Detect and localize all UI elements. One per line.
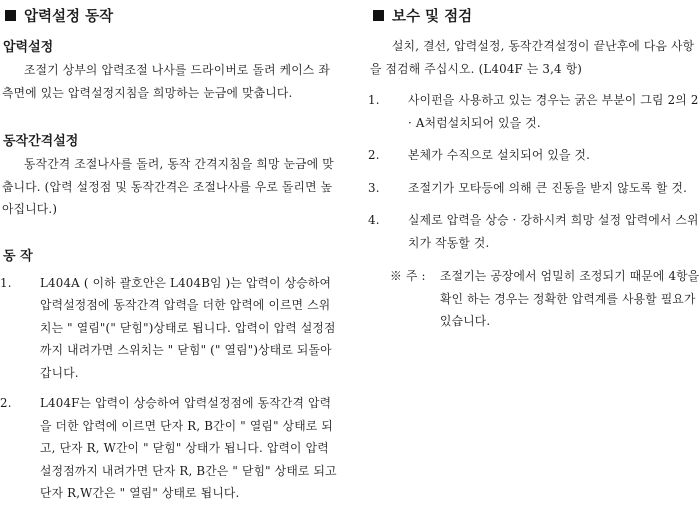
left-column [0,0,338,505]
right-column [368,0,700,333]
note-text: 조절기는 공장에서 엄밀히 조정되기 때문에 4항을 확인 하는 경우는 정확한 압력계를 사용할 필요가 있습니다. [440,269,700,328]
list-item-text: 본체가 수직으로 설치되어 있을 것. [408,148,591,162]
list-item [0,272,338,385]
section-title-text: 압력설정 동작 [24,8,114,25]
list-item-number: 2. [368,148,380,162]
maintenance-checklist [368,89,700,254]
heading-operation: 동 작 [3,248,33,264]
list-item-text: 사이펀을 사용하고 있는 경우는 굵은 부분이 그림 2의 2 · A처럼설치되어 있을 것. [408,93,699,130]
black-square-bullet-icon [5,10,16,21]
list-item-number: 1. [368,93,380,107]
section-title-maintenance [368,5,700,25]
list-item-text: L404F는 압력이 상승하여 압력설정점에 동작간격 압력을 더한 압력에 이르면 단자 R, B간이 " 열림" 상태로 되고, 단자 R, W간이 " 닫힘" 상태가 됩니다. 압력이 압력설정점까지 내려가면 단자 R, B간은 " 닫힘" 상태로 되고 단자 R,W간은 " 열림" 상태로 됩니다. [40,396,337,500]
list-item [368,177,700,200]
list-item-text: L404A ( 이하 괄호안은 L404B임 )는 압력이 상승하여 압력설정점에 동작간격 압력을 더한 압력에 이르면 스위치는 " 열림"(" 닫힘")상태로 됩니다. 압력이 압력 설정점까지 내려가면 스위치는 " 닫힘" (" 열림")상태로 되돌아갑니다. [40,275,336,380]
list-item [0,392,338,505]
differential-setting-paragraph: 동작간격 조절나사를 돌려, 동작 간격지침을 희망 눈금에 맞춥니다. (압력 설정점 및 동작간격은 조절나사를 우로 돌리면 높아집니다.) [2,157,334,216]
list-item [368,144,700,167]
heading-pressure-setting: 압력설정 [3,40,54,55]
list-item-number: 4. [368,213,380,227]
list-item-text: 실제로 압력을 상승 · 강하시켜 희망 설정 압력에서 스위치가 작동할 것. [408,213,699,250]
section-title-pressure-setting-operation [0,5,338,25]
operation-list [0,272,338,505]
list-item-number: 2. [0,396,12,410]
black-square-bullet-icon [373,10,384,21]
list-item [368,209,700,254]
list-item-number: 1. [0,275,12,290]
note-mark: ※ 주 : [390,269,426,283]
list-item [368,89,700,134]
pressure-setting-paragraph: 조절기 상부의 압력조절 나사를 드라이버로 돌려 케이스 좌측면에 있는 압력설정지침을 희망하는 눈금에 맞춥니다. [2,63,330,100]
maintenance-intro-paragraph: 설치, 결선, 압력설정, 동작간격설정이 끝난후에 다음 사항을 점검해 주십시오. (L404F 는 3,4 항) [370,39,695,76]
list-item-number: 3. [368,180,380,195]
heading-differential-setting: 동작간격설정 [3,134,79,149]
section-title-text: 보수 및 점검 [392,8,473,25]
list-item-text: 조절기가 모타등에 의해 큰 진동을 받지 않도록 할 것. [408,180,688,195]
note [368,265,700,333]
